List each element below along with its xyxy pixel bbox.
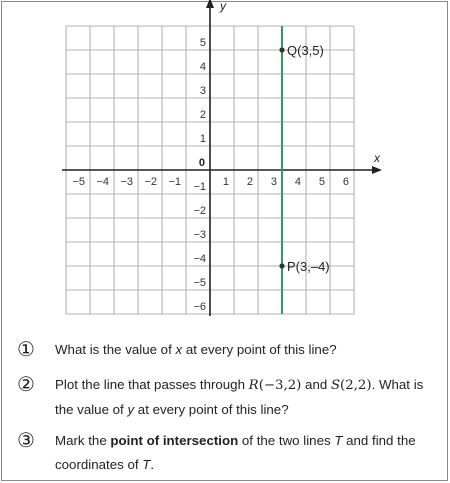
x-tick-label: −1 — [168, 176, 181, 188]
point-label: Q(3,5) — [287, 43, 324, 58]
x-tick-label: 1 — [222, 176, 229, 188]
text-run: at every point of this line? — [134, 402, 289, 417]
y-tick-label: −2 — [193, 205, 206, 217]
y-tick-label: −6 — [193, 301, 206, 313]
question-number: ③ — [17, 430, 35, 452]
question-text — [55, 373, 445, 422]
text-run: and — [301, 377, 331, 392]
text-run: y — [127, 402, 135, 417]
y-tick-label: 5 — [199, 37, 206, 49]
x-tick-label: −3 — [120, 176, 133, 188]
point-label: P(3,–4) — [287, 259, 330, 274]
point-marker — [279, 47, 284, 52]
text-run: (−3,2) — [258, 378, 302, 393]
y-axis-arrow — [206, 0, 214, 8]
y-tick-label: −5 — [193, 277, 206, 289]
text-run: T — [334, 433, 343, 448]
text-run: R — [248, 378, 259, 393]
text-run: point of intersection — [110, 433, 239, 448]
x-axis-label: x — [374, 151, 380, 165]
question-number: ① — [17, 339, 35, 361]
text-run: (2,2) — [340, 378, 372, 393]
text-run: x — [175, 342, 183, 357]
x-tick-label: −2 — [144, 176, 157, 188]
question-number: ② — [17, 374, 35, 396]
x-tick-label: −5 — [72, 176, 85, 188]
axes — [62, 0, 382, 316]
x-tick-label: 6 — [342, 176, 349, 188]
x-tick-label: 3 — [270, 176, 277, 188]
text-run: at every point of this line? — [182, 342, 337, 357]
text-run: S — [330, 378, 341, 393]
text-run: T — [142, 457, 151, 472]
x-axis-arrow — [372, 166, 382, 174]
text-run: of the two lines — [238, 433, 335, 448]
text-run: Plot the line that passes through — [55, 377, 249, 392]
y-tick-label: −4 — [193, 253, 206, 265]
origin-label: 0 — [198, 157, 205, 169]
text-run: . — [150, 457, 155, 472]
point-marker — [279, 263, 284, 268]
text-run: . What is the value of — [55, 377, 424, 417]
y-tick-label: −3 — [193, 229, 206, 241]
y-tick-label: 2 — [199, 109, 206, 121]
y-tick-label: 3 — [199, 85, 206, 97]
question-text — [55, 429, 445, 477]
text-run: Mark the — [55, 433, 111, 448]
y-tick-label: 1 — [199, 133, 206, 145]
x-tick-label: 2 — [246, 176, 253, 188]
x-tick-label: 4 — [294, 176, 301, 188]
y-tick-label: 4 — [199, 61, 206, 73]
text-run: What is the value of — [55, 342, 176, 357]
x-tick-label: −4 — [96, 176, 109, 188]
x-tick-label: 5 — [318, 176, 325, 188]
text-run: and find the coordinates of — [55, 433, 416, 472]
y-axis-label: y — [220, 0, 226, 13]
y-tick-label: −1 — [193, 181, 206, 193]
question-text — [55, 338, 445, 362]
points — [279, 43, 329, 274]
